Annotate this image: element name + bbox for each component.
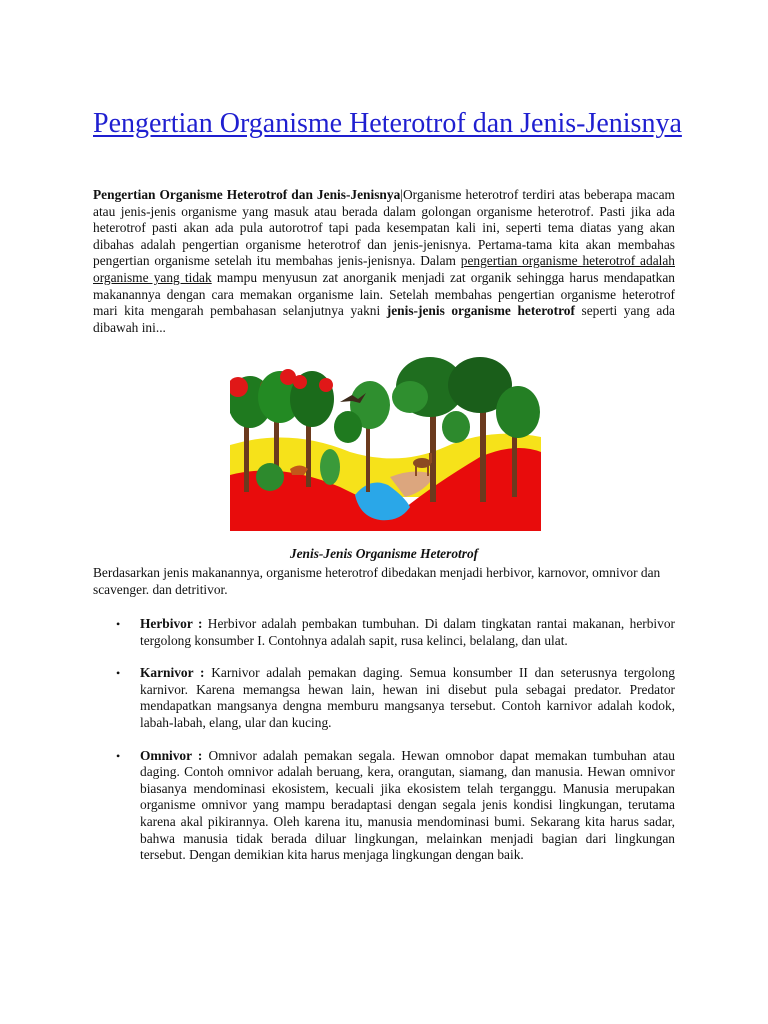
- figure-caption: Jenis-Jenis Organisme Heterotrof: [289, 546, 479, 561]
- lead-paragraph: Berdasarkan jenis makanannya, organisme heterotrof dibedakan menjadi herbivor, karnovor, omnivor dan scavenger. dan detritivor.: [93, 565, 661, 597]
- intro-bold-lead: Pengertian Organisme Heterotrof dan Jenis-Jenisnya: [93, 187, 401, 202]
- intro-text-1: |Organisme heterotrof terdiri atas beberapa macam atau jenis-jenis organisme yang masuk atau berada dalam golongan organisme heterotrof. Pasti jika ada heterotrof pasti akan ada pula autorotrof tapi pada kesempatan kali ini, seperti tema diatas yang akan dibahas adalah pengertian organisme heterotrof dan jenis-jenisnya. Pertama-tama kita akan membahas pengertian organisme setelah itu membahas jenis-jenisnya. Dalam: [93, 187, 675, 269]
- intro-link[interactable]: pengertian organisme heterotrof adalah organisme yang tidak: [93, 253, 675, 285]
- desc-karnivor: Karnivor adalah pemakan daging. Semua konsumber II dan seterusnya tergolong karnivor. Karena memangsa hewan lain, hewan ini disebut pula sebagai predator. Predator mendapatkan mangsanya dengna memburu mangsanya tersebut. Contoh karnivor adalah kodok, labah-labah, elang, ular dan kucing.: [140, 665, 676, 730]
- list-item-omnivor: [113, 748, 675, 864]
- bullet-icon: •: [116, 748, 121, 763]
- bullet-icon: •: [116, 617, 121, 631]
- ecosystem-illustration: [230, 357, 541, 531]
- intro-paragraph: [93, 187, 675, 336]
- intro-bold-2: jenis-jenis organisme heterotrof: [386, 303, 575, 319]
- term-karnivor: Karnivor :: [140, 665, 205, 681]
- intro-text-3: seperti yang ada dibawah ini...: [93, 303, 675, 335]
- intro-text-2: mampu menyusun zat anorganik menjadi zat organik sehingga harus mendapatkan makanannya dengan cara memakan organisme lain. Setelah membahas pengertian organisme heterotrof mari kita mengarah pembahasan selanjutnya yakni: [93, 269, 675, 319]
- heterotroph-types-list: [113, 616, 675, 880]
- bullet-icon: •: [116, 666, 121, 681]
- list-item-herbivor: [113, 616, 675, 649]
- desc-herbivor: Herbivor adalah pembakan tumbuhan. Di dalam tingkatan rantai makanan, herbivor tergolong konsumber I. Contohnya adalah sapit, rusa kelinci, belalang, dan ulat.: [140, 616, 675, 648]
- term-herbivor: Herbivor :: [140, 616, 203, 631]
- list-item-karnivor: [113, 665, 675, 731]
- desc-omnivor: Omnivor adalah pemakan segala. Hewan omnobor dapat memakan tumbuhan atau daging. Contoh omnivor adalah beruang, kera, orangutan, siamang, dan manusia. Hewan omnivor biasanya mendominasi ekosistem, kecuali jika ekosistem telah terganggu. Manusia merupakan organisme omnivor yang mampu beradaptasi dengan segala jenis kondisi lingkungan, terutama karena akal pikirannya. Oleh karena itu, manusia mendominasi bumi. Sekarang kita harus sadar, bahwa manusia tidak berada diluar lingkungan, melainkan menjadi bagian dari lingkungan tersebut. Dengan demikian kita harus menjaga lingkungan dengan baik.: [140, 747, 675, 863]
- term-omnivor: Omnivor :: [140, 747, 203, 763]
- page-title[interactable]: Pengertian Organisme Heterotrof dan Jenis-Jenisnya: [93, 108, 682, 139]
